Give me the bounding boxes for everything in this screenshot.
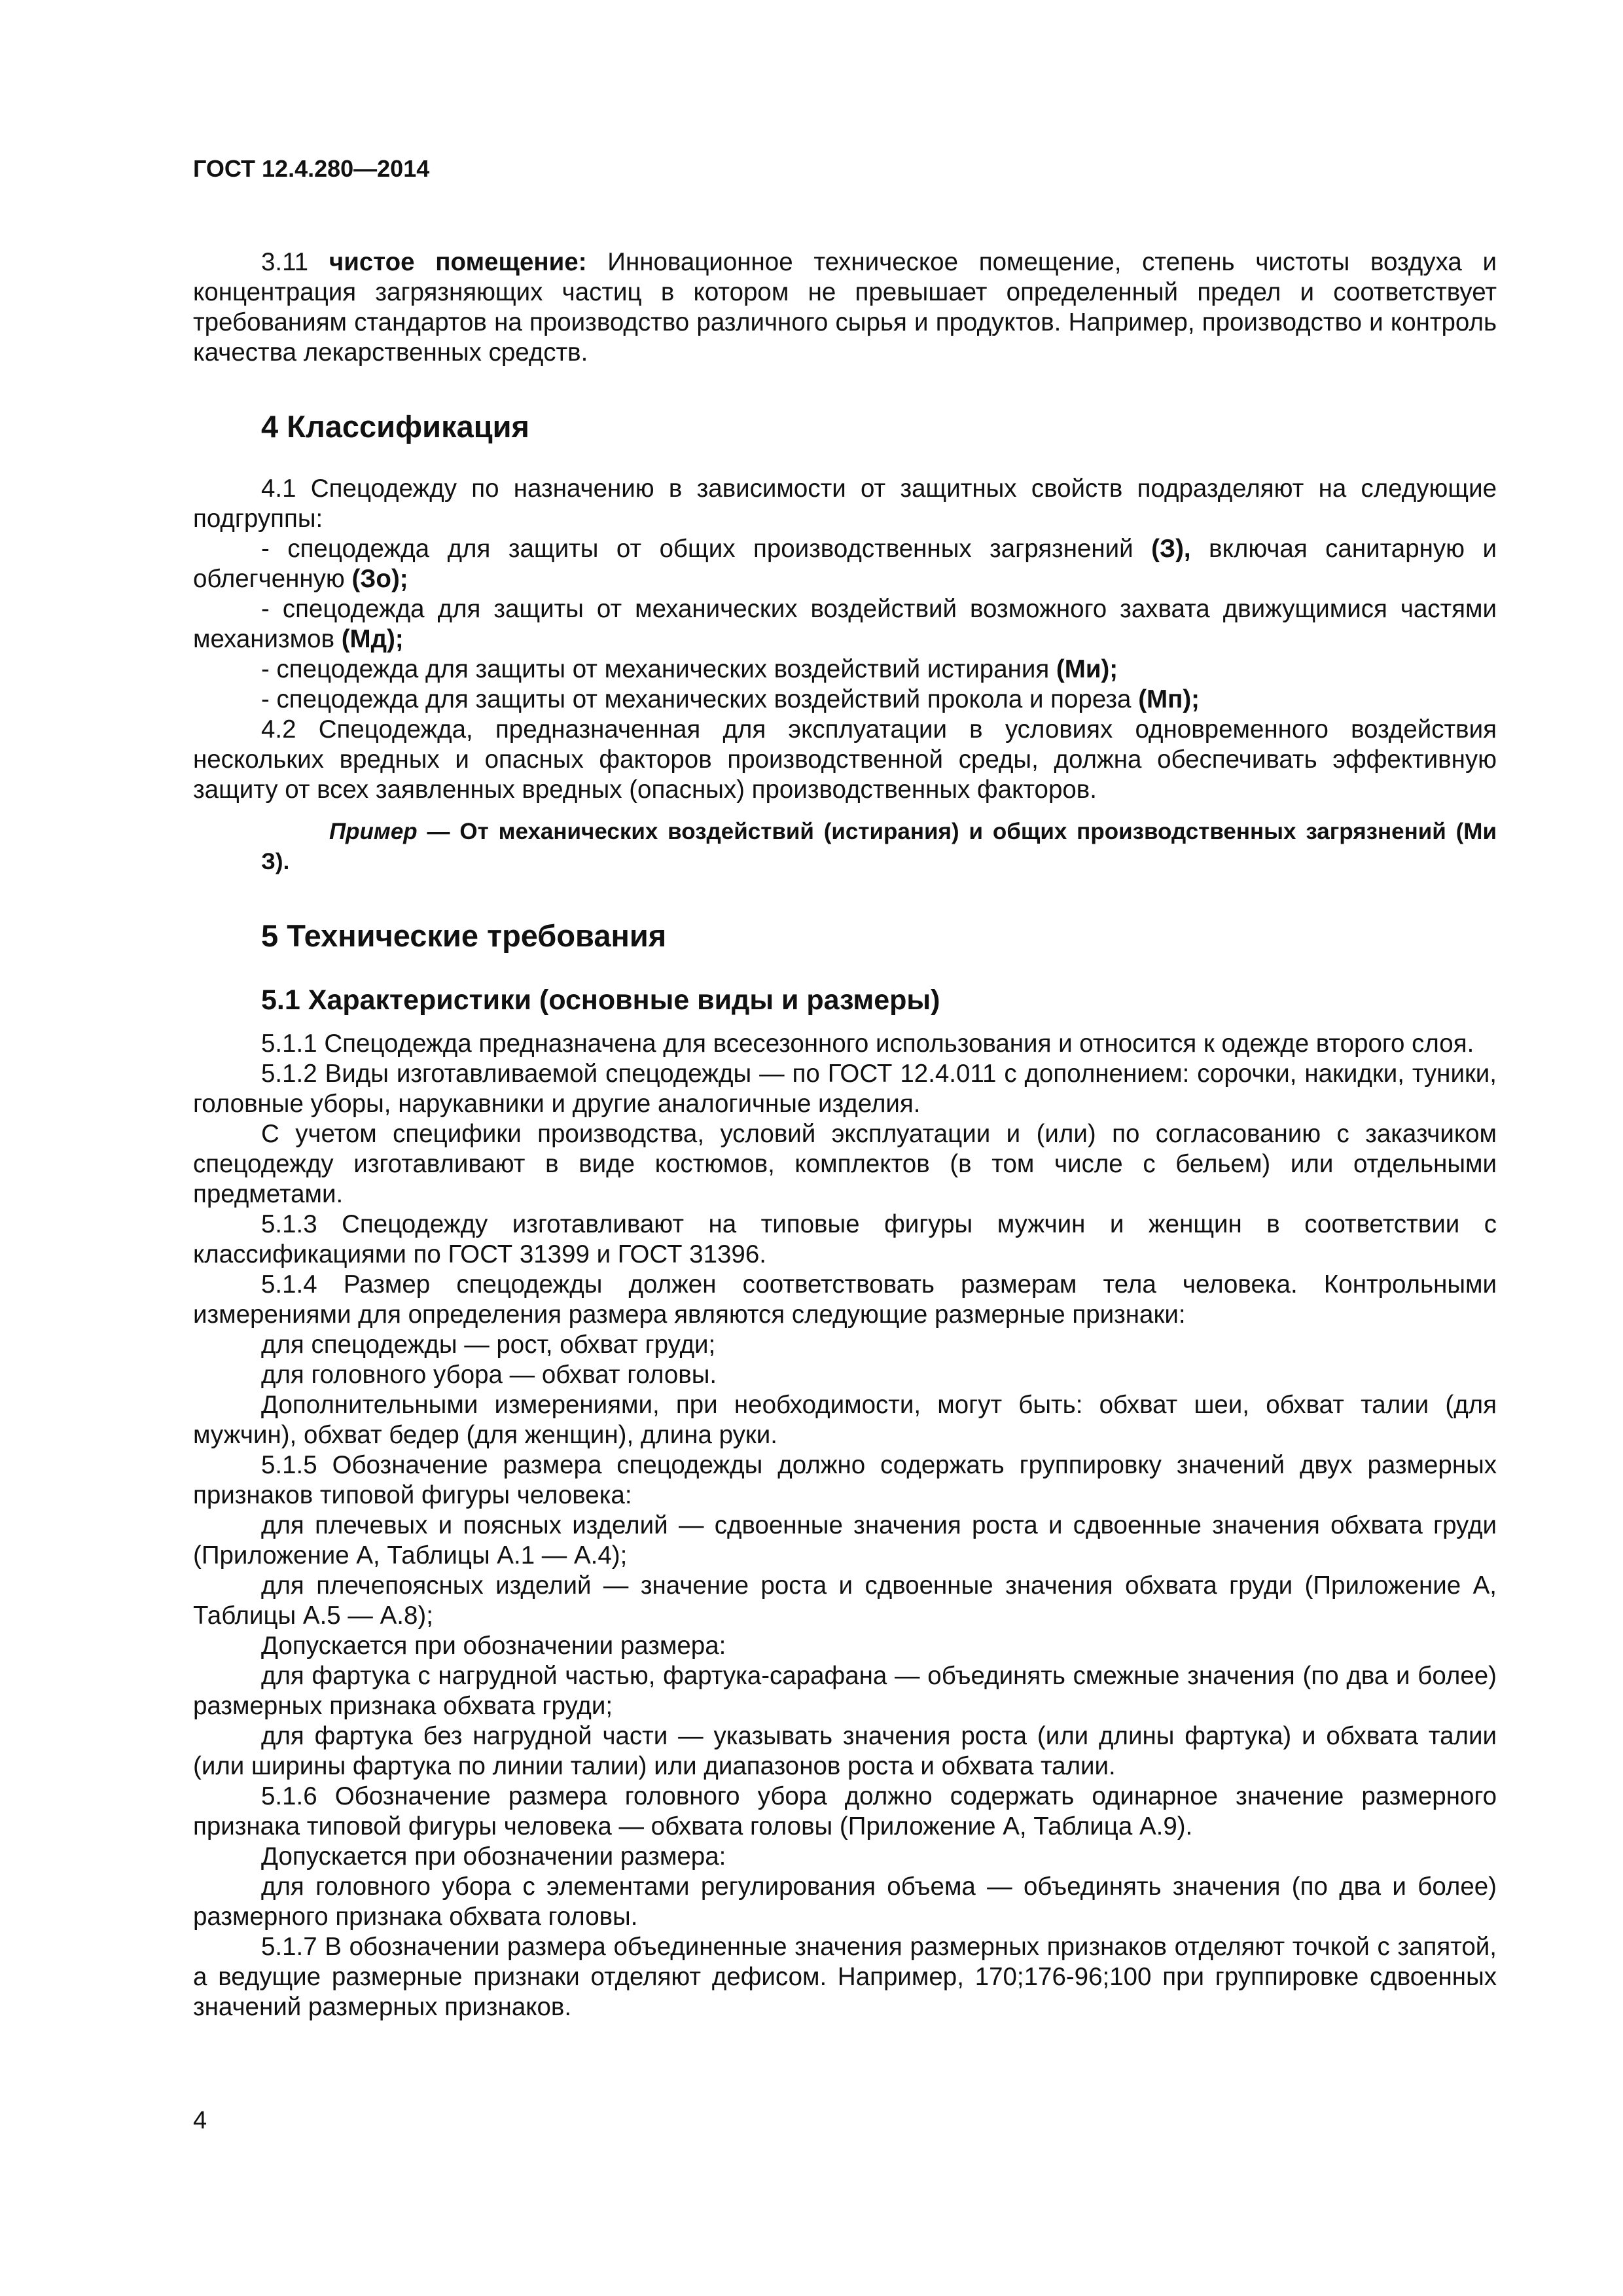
paragraph: для плечевых и поясных изделий — сдвоенные значения роста и сдвоенные значения обхвата груди (Приложение А, Таблицы А.1 — А.4);: [193, 1511, 1497, 1570]
paragraph: Дополнительными измерениями, при необходимости, могут быть: обхват шеи, обхват талии (для мужчин), обхват бедер (для женщин), длина руки.: [193, 1391, 1497, 1449]
list-item: - спецодежда для защиты от механических воздействий возможного захвата движущимися частями механизмов (Мд);: [193, 595, 1497, 653]
section-title-4: 4 Классификация: [261, 409, 529, 444]
paragraph: 5.1.7 В обозначении размера объединенные значения размерных признаков отделяют точкой с запятой, а ведущие размерные признаки отделяют дефисом. Например, 170;176-96;100 при группировке сдвоенных значений размерных признаков.: [193, 1933, 1497, 2021]
term: чистое помещение:: [329, 248, 587, 276]
paragraph: Допускается при обозначении размера:: [261, 1632, 726, 1660]
paragraph: Допускается при обозначении размера:: [261, 1842, 726, 1871]
definition-text: Инновационное техническое помещение, степень чистоты воздуха и концентрация загрязняющих частиц в котором не превышает определенный предел и соответствует требованиям стандартов на производство различного сырья и продуктов. Например, производство и контроль качества лекарственных средств.: [193, 248, 1497, 367]
paragraph-4-1: 4.1 Спецодежду по назначению в зависимости от защитных свойств подразделяют на следующие подгруппы:: [193, 475, 1497, 533]
paragraph: 5.1.1 Спецодежда предназначена для всесезонного использования и относится к одежде второго слоя.: [261, 1030, 1474, 1058]
list-item: - спецодежда для защиты от механических воздействий истирания (Ми);: [261, 655, 1118, 683]
paragraph: для спецодежды — рост, обхват груди;: [261, 1331, 716, 1359]
paragraph: для головного убора с элементами регулирования объема — объединять значения (по два и более) размерного признака обхвата головы.: [193, 1873, 1497, 1931]
paragraph: 5.1.5 Обозначение размера спецодежды должно содержать группировку значений двух размерных признаков типовой фигуры человека:: [193, 1451, 1497, 1509]
paragraph: для фартука с нагрудной частью, фартука-сарафана — объединять смежные значения (по два и более) размерных признака обхвата груди;: [193, 1662, 1497, 1720]
example-label: Пример: [329, 819, 418, 844]
list-item: - спецодежда для защиты от механических воздействий прокола и пореза (Мп);: [261, 685, 1200, 713]
paragraph: для плечепоясных изделий — значение роста и сдвоенные значения обхвата груди (Приложение А, Таблицы А.5 — А.8);: [193, 1571, 1497, 1630]
standard-header: ГОСТ 12.4.280—2014: [193, 155, 430, 182]
paragraph: 5.1.4 Размер спецодежды должен соответствовать размерам тела человека. Контрольными измерениями для определения размера являются следующие размерные признаки:: [193, 1270, 1497, 1329]
subsection-title-5-1: 5.1 Характеристики (основные виды и размеры): [261, 984, 940, 1016]
example-note: [193, 817, 1497, 877]
document-body: [193, 247, 1497, 2022]
paragraph-number: 3.11: [261, 248, 309, 276]
paragraph: 5.1.6 Обозначение размера головного убора должно содержать одинарное значение размерного признака типовой фигуры человека — обхвата головы (Приложение А, Таблица А.9).: [193, 1782, 1497, 1840]
paragraph: 5.1.3 Спецодежду изготавливают на типовые фигуры мужчин и женщин в соответствии с классификациями по ГОСТ 31399 и ГОСТ 31396.: [193, 1210, 1497, 1268]
paragraph: для головного убора — обхват головы.: [261, 1361, 717, 1389]
paragraph: для фартука без нагрудной части — указывать значения роста (или длины фартука) и обхвата талии (или ширины фартука по линии талии) или диапазонов роста и обхвата талии.: [193, 1722, 1497, 1780]
section-title-5: 5 Технические требования: [261, 918, 667, 953]
paragraph-4-2: 4.2 Спецодежда, предназначенная для эксплуатации в условиях одновременного воздействия нескольких вредных и опасных факторов производственной среды, должна обеспечивать эффективную защиту от всех заявленных вредных (опасных) производственных факторов.: [193, 715, 1497, 804]
paragraph: С учетом специфики производства, условий эксплуатации и (или) по согласованию с заказчиком спецодежду изготавливают в виде костюмов, комплектов (в том числе с бельем) или отдельными предметами.: [193, 1120, 1497, 1208]
paragraph: 5.1.2 Виды изготавливаемой спецодежды — по ГОСТ 12.4.011 с дополнением: сорочки, накидки, туники, головные уборы, нарукавники и другие аналогичные изделия.: [193, 1060, 1497, 1118]
example-text: — От механических воздействий (истирания) и общих производственных загрязнений (Ми З).: [261, 819, 1497, 874]
paragraph-3-11: [193, 247, 1497, 368]
list-item: - спецодежда для защиты от общих производственных загрязнений (З), включая санитарную и облегченную (Зо);: [193, 535, 1497, 593]
page-number: 4: [193, 2107, 207, 2134]
